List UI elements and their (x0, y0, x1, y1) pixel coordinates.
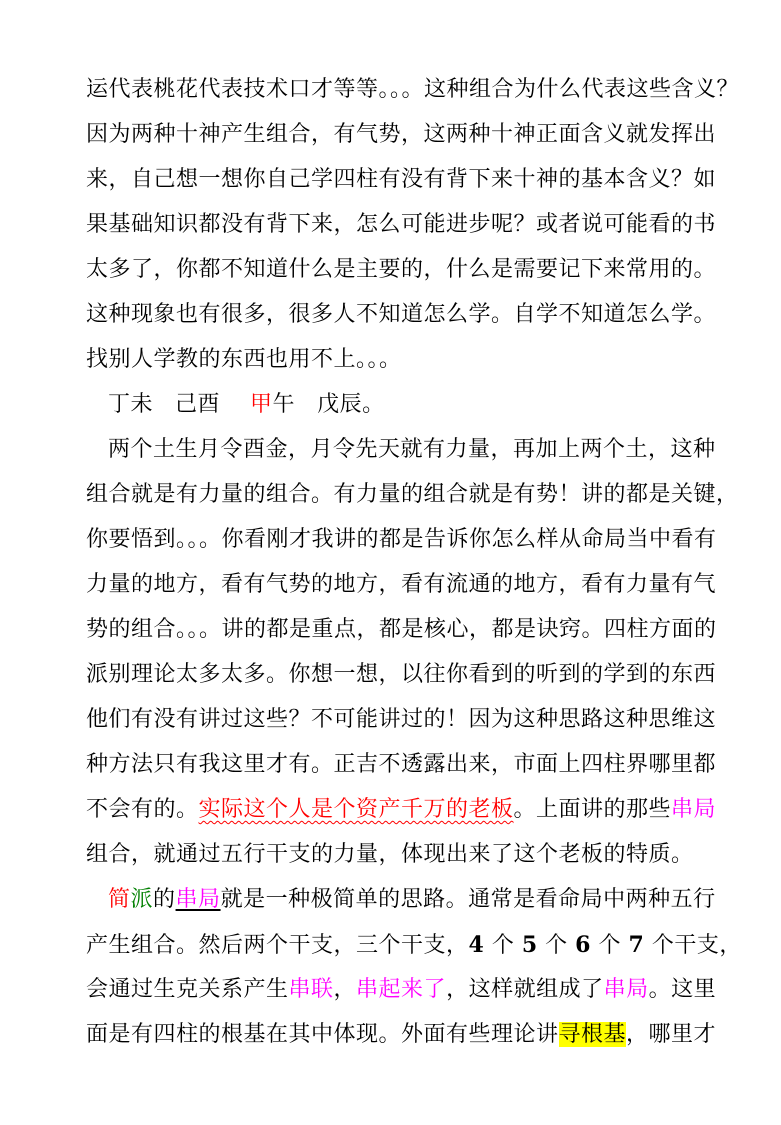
text-line-21 (86, 970, 726, 1010)
bazi-chart-line (108, 385, 726, 425)
keyword-jian: 简 (108, 887, 131, 912)
text-line-10: 组合就是有力量的组合。有力量的组合就是有势！讲的都是关键， (86, 482, 739, 507)
text-segment: 会通过生克关系产生 (86, 977, 289, 1002)
text-line-4: 果基础知识都没有背下来，怎么可能进步呢？或者说可能看的书 (86, 212, 717, 237)
keyword-chuanqilaile: 串起来了 (356, 977, 447, 1002)
text-segment: 不会有的。 (86, 797, 199, 822)
text-line-14: 派别理论太多太多。你想一想，以往你看到的听到的学到的东西 (86, 662, 717, 687)
text-segment: 。这里 (648, 977, 717, 1002)
text-segment: 面是有四柱的根基在其中体现。外面有些理论讲 (86, 1022, 559, 1047)
text-line-1: 运代表桃花代表技术口才等等。。。这种组合为什么代表这些含义？ (86, 77, 740, 102)
text-segment: 。上面讲的那些 (513, 797, 672, 822)
text-line-3: 来，自己想一想你自己学四柱有没有背下来十神的基本含义？如 (86, 167, 717, 192)
text-line-12: 力量的地方，看有气势的地方，看有流通的地方，看有力量有气 (86, 572, 717, 597)
text-line-19 (108, 880, 726, 920)
text-line-15: 他们有没有讲过这些？不可能讲过的！因为这种思路这种思维这 (86, 707, 717, 732)
emphasis-wavy-red: 实际这个人是个资产千万的老板 (198, 797, 514, 822)
text-segment: 个 (545, 933, 568, 958)
text-segment: 产生组合。然后两个干支，三个干支， (86, 933, 469, 958)
text-line-22 (86, 1015, 726, 1055)
text-segment: 就是一种极简单的思路。通常是看命局中两种五行 (220, 887, 716, 912)
text-line-6: 这种现象也有很多，很多人不知道怎么学。自学不知道怎么学。 (86, 302, 717, 327)
highlighted-xungenji: 寻根基 (558, 1022, 627, 1047)
text-line-11: 你要悟到。。。你看刚才我讲的都是告诉你怎么样从命局当中看有 (86, 527, 717, 552)
text-line-13: 势的组合。。。讲的都是重点，都是核心，都是诀窍。四柱方面的 (86, 617, 717, 642)
text-line-20 (86, 925, 742, 965)
text-line-9: 两个土生月令酉金，月令先天就有力量，再加上两个土，这种 (108, 437, 716, 462)
month-pillar: 己酉 (175, 392, 221, 417)
text-line-17 (86, 790, 726, 830)
number-4: 4 (468, 932, 485, 958)
keyword-chuanju: 串局 (603, 977, 649, 1002)
text-line-18: 组合，就通过五行干支的力量，体现出来了这个老板的特质。 (86, 842, 694, 867)
text-line-16: 种方法只有我这里才有。正吉不透露出来，市面上四柱界哪里都 (86, 752, 717, 777)
text-segment: ，哪里才 (626, 1022, 717, 1047)
year-pillar: 丁未 (108, 392, 154, 417)
keyword-chuanju: 串局 (671, 797, 717, 822)
text-line-2: 因为两种十神产生组合，有气势，这两种十神正面含义就发挥出 (86, 122, 717, 147)
number-6: 6 (575, 932, 591, 958)
text-segment: 的 (153, 887, 176, 912)
text-segment: 个 (491, 933, 515, 958)
text-segment: 个 (598, 933, 621, 958)
text-segment: ，这样就组成了 (446, 977, 604, 1002)
keyword-chuanlian: 串联 (288, 977, 334, 1002)
number-5: 5 (521, 932, 538, 958)
text-segment: ， (333, 977, 357, 1002)
text-segment: 个干支， (651, 933, 742, 958)
text-line-7: 找别人学教的东西也用不上。。。 (86, 347, 402, 372)
day-master-stem: 甲 (250, 392, 273, 417)
day-branch: 午 (272, 392, 296, 417)
hour-pillar: 戊辰。 (317, 392, 385, 417)
keyword-pai: 派 (130, 887, 154, 912)
keyword-chuanju-underlined: 串局 (175, 887, 221, 912)
text-line-5: 太多了，你都不知道什么是主要的，什么是需要记下来常用的。 (86, 257, 717, 282)
number-7: 7 (628, 932, 645, 958)
